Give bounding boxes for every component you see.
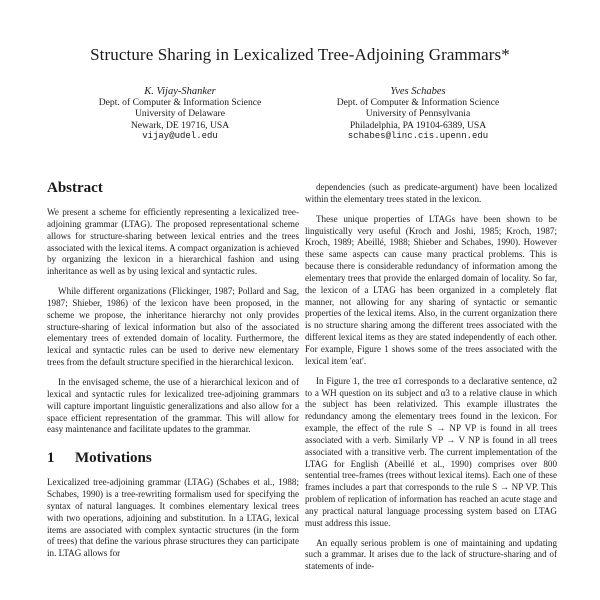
paper-title: Structure Sharing in Lexicalized Tree-Adjoining Grammars* xyxy=(90,45,510,64)
author-name: Yves Schabes xyxy=(390,86,446,97)
author-institution: University of Pennsylvania xyxy=(365,108,471,120)
author-block-1 xyxy=(60,86,300,142)
body-paragraph: An equally serious problem is one of maintaining and updating such a grammar. It arises due to the lack of structure-sharing and of statements of inde- xyxy=(305,537,557,572)
body-paragraph: Lexicalized tree-adjoining grammar (LTAG) (Schabes et al., 1988; Schabes, 1990) is a tree-rewriting formalism used for specifying the syntax of natural languages. It combines elementary lexical trees with two operations, adjoining and substitution. In a LTAG, lexical items are associated with complex syntactic structures (in the form of trees) that define the various phrase structures they can participate in. LTAG allows for xyxy=(47,477,299,559)
body-paragraph: dependencies (such as predicate-argument) have been localized within the elementary trees stated in the lexicon. xyxy=(305,182,557,204)
body-paragraph: In Figure 1, the tree α1 corresponds to a declarative sentence, α2 to a WH question on its subject and α3 to a relative clause in which the subject has been relativized. This example illustrates the redundancy among the elementary trees found in the lexicon. For example, the effect of the rule S → NP VP is found in all trees associated with a verb. Similarly VP → V NP is found in all trees associated with a transitive verb. The current implementation of the LTAG for English (Abeillé et al., 1990) comprises over 800 sentential tree-frames (trees without lexical items). Each one of these frames includes a part that corresponds to the rule S → NP VP. This problem of replication of information has reached an acute stage and any practical natural language processing system based on LTAG must address this issue. xyxy=(305,375,557,528)
author-institution: University of Delaware xyxy=(134,108,226,120)
author-email: vijay@udel.edu xyxy=(142,130,218,141)
author-block-2 xyxy=(298,86,538,142)
section-heading-motivations xyxy=(47,450,299,467)
author-address: Newark, DE 19716, USA xyxy=(130,119,230,131)
section-number: 1 xyxy=(47,450,55,467)
author-dept: Dept. of Computer & Information Science xyxy=(98,97,262,109)
section-title: Motivations xyxy=(75,450,152,467)
abstract-heading: Abstract xyxy=(47,180,103,196)
right-column xyxy=(305,182,557,581)
author-address: Philadelphia, PA 19104-6389, USA xyxy=(349,119,487,131)
author-dept: Dept. of Computer & Information Science xyxy=(336,97,500,109)
abstract-paragraph: We present a scheme for efficiently representing a lexicalized tree-adjoining grammar (LTAG). The proposed representational scheme allows for structure-sharing between lexical entries and the trees associated with the lexical items. A compact organization is achieved by organizing the lexicon in a hierarchical fashion and using inheritance as well as by using lexical and syntactic rules. xyxy=(47,207,299,277)
left-column xyxy=(47,180,299,568)
abstract-paragraph: In the envisaged scheme, the use of a hierarchical lexicon and of lexical and syntactic rules for lexicalized tree-adjoining grammars will capture important linguistic generalizations and also allow for a space efficient representation of the grammar. This will allow for easy maintenance and facilitate updates to the grammar. xyxy=(47,376,299,435)
author-name: K. Vijay-Shanker xyxy=(144,86,216,97)
author-email: schabes@linc.cis.upenn.edu xyxy=(347,130,489,141)
abstract-paragraph: While different organizations (Flickinger, 1987; Pollard and Sag, 1987; Shieber, 1986) of the lexicon have been proposed, in the scheme we propose, the inheritance hierarchy not only provides structure-sharing of lexical information but also of the associated elementary trees of extended domain of locality. Furthermore, the lexical and syntactic rules can be used to derive new elementary trees from the default structure specified in the hierarchical lexicon. xyxy=(47,286,299,368)
body-paragraph: These unique properties of LTAGs have been shown to be linguistically very useful (Kroch and Joshi, 1985; Kroch, 1987; Kroch, 1989; Abeillé, 1988; Shieber and Schabes, 1990). However these same aspects can cause many practical problems. This is because there is considerable redundancy of information among the elementary trees that provide the enlarged domain of locality. So far, the lexicon of a LTAG has been organized in a completely flat manner, not allowing for any sharing of syntactic or semantic properties of the lexical items. Also, in the current organization there is no structure sharing among the different trees associated with the different lexical items as they are stated independently of each other. For example, Figure 1 shows some of the trees associated with the lexical item 'eat'. xyxy=(305,213,557,366)
